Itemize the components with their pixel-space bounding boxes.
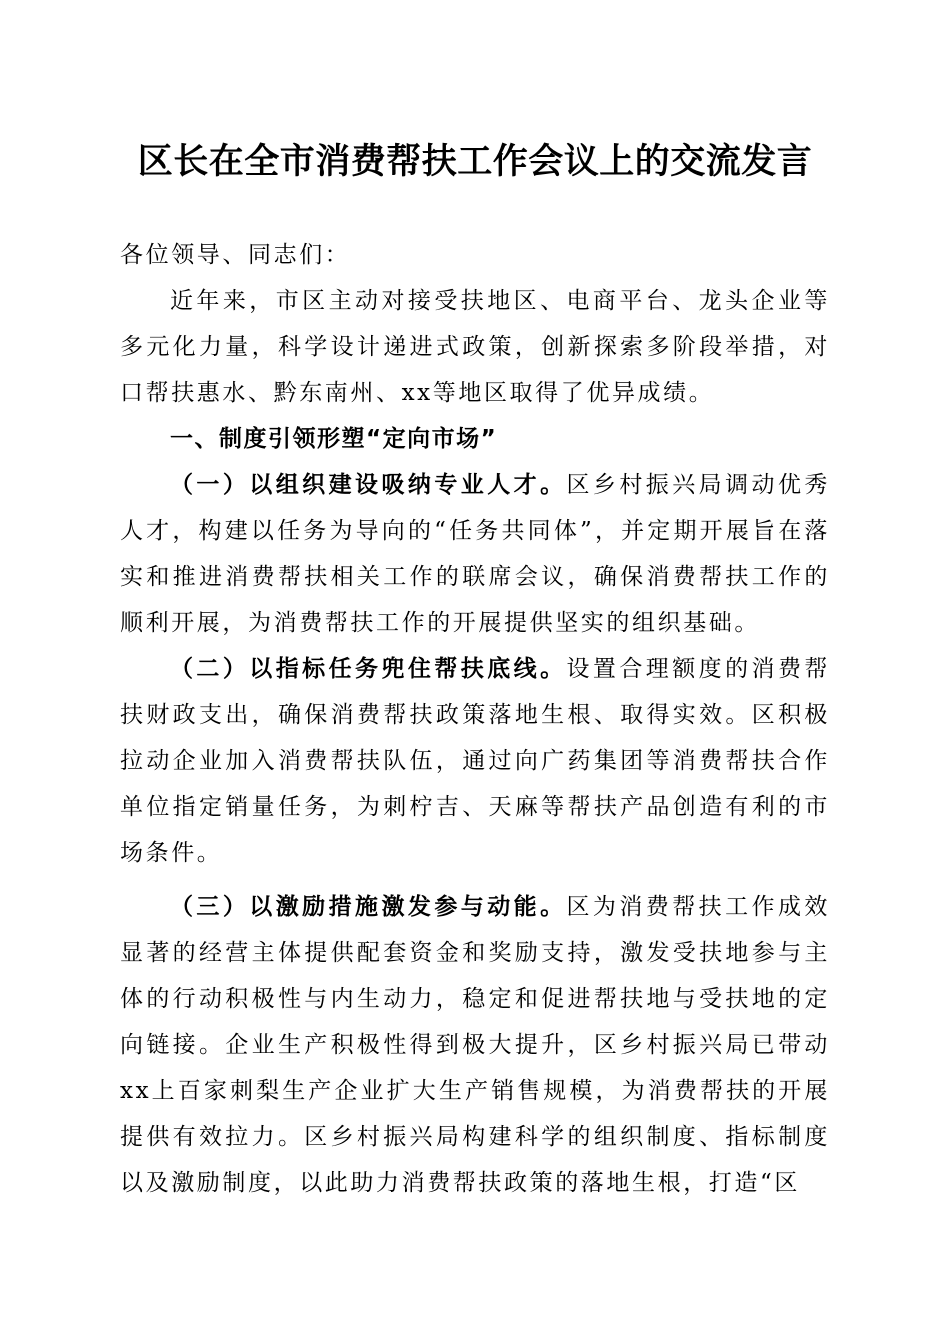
paragraph-lead: （三）以激励措施激发参与动能。: [170, 893, 567, 920]
paragraph-lead: （二）以指标任务兜住帮扶底线。: [170, 655, 567, 682]
paragraph-item-1: [120, 462, 830, 646]
section-heading: 一、制度引领形塑“定向市场”: [170, 426, 498, 452]
paragraph-text: 区乡村振兴局调动优秀人才，构建以任务为导向的“任务共同体”，并定期开展旨在落实和推进消费帮扶相关工作的联席会议，确保消费帮扶工作的顺利开展，为消费帮扶工作的开展提供坚实的组织基础。: [120, 472, 830, 636]
paragraph-item-3: [120, 884, 830, 1206]
paragraph-lead: （一）以组织建设吸纳专业人才。: [170, 471, 567, 498]
intro-paragraph: 近年来，市区主动对接受扶地区、电商平台、龙头企业等多元化力量，科学设计递进式政策，创新探索多阶段举措，对口帮扶惠水、黔东南州、xx等地区取得了优异成绩。: [120, 288, 830, 406]
paragraph-text: 设置合理额度的消费帮扶财政支出，确保消费帮扶政策落地生根、取得实效。区积极拉动企业加入消费帮扶队伍，通过向广药集团等消费帮扶合作单位指定销量任务，为刺柠吉、天麻等帮扶产品创造有利的市场条件。: [120, 656, 830, 866]
paragraph-text: 区为消费帮扶工作成效显著的经营主体提供配套资金和奖励支持，激发受扶地参与主体的行动积极性与内生动力，稳定和促进帮扶地与受扶地的定向链接。企业生产积极性得到极大提升，区乡村振兴局已带动xx上百家刺梨生产企业扩大生产销售规模，为消费帮扶的开展提供有效拉力。区乡村振兴局构建科学的组织制度、指标制度以及激励制度，以此助力消费帮扶政策的落地生根，打造“区: [120, 894, 830, 1196]
salutation: 各位领导、同志们：: [120, 242, 351, 268]
paragraph-item-2: [120, 646, 830, 876]
document-title: 区长在全市消费帮扶工作会议上的交流发言: [137, 141, 813, 182]
document-body: [120, 232, 830, 1206]
